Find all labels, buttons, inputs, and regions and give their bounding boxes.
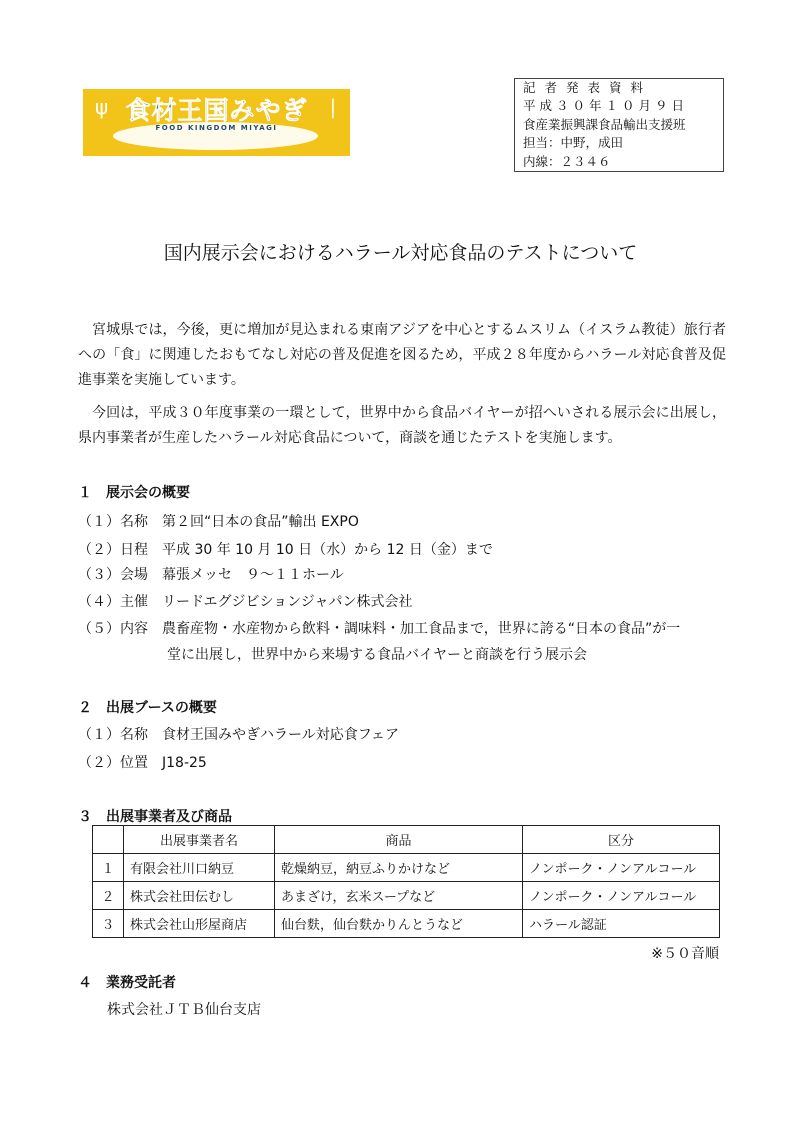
logo-subtitle: FOOD KINGDOM MIYAGI	[155, 124, 278, 132]
contractor-name: 株式会社ＪＴＢ仙台支店	[107, 1002, 261, 1018]
press-department: 食産業振興課食品輸出支援班	[523, 116, 686, 132]
company-name: 株式会社田伝むし	[124, 882, 275, 910]
row-number: ２	[93, 882, 124, 910]
section-1-heading: １ 展示会の概要	[78, 485, 190, 501]
section-4-heading: ４ 業務受託者	[78, 975, 176, 991]
category: ノンポーク・ノンアルコール	[523, 882, 720, 910]
company-name: 株式会社山形屋商店	[124, 910, 275, 938]
table-row	[93, 882, 720, 910]
section-1-item: （２）日程 平成 30 年 10 月 10 日（水）から 12 日（金）まで	[78, 542, 493, 558]
section-3-heading: ３ 出展事業者及び商品	[78, 809, 232, 825]
knife-icon: ∣	[328, 95, 338, 119]
section-2-heading: ２ 出展ブースの概要	[78, 700, 217, 716]
table-header-products: 商品	[275, 826, 523, 854]
section-1-item: （４）主催 リードエグジビションジャパン株式会社	[78, 594, 413, 610]
table-header-row	[93, 826, 720, 854]
table-header-company: 出展事業者名	[124, 826, 275, 854]
food-kingdom-miyagi-logo	[83, 89, 350, 156]
intro-paragraph-2: 今回は，平成３０年度事業の一環として，世界中から食品バイヤーが招へいされる展示会に出展し，県内事業者が生産したハラール対応食品について，商談を通じたテストを実施します。	[78, 405, 726, 446]
table-row	[93, 910, 720, 938]
company-name: 有限会社川口納豆	[124, 854, 275, 882]
table-note: ※５０音順	[651, 946, 719, 962]
row-number: ３	[93, 910, 124, 938]
press-label: 記者発表資料	[523, 80, 653, 95]
row-number: １	[93, 854, 124, 882]
products: あまざけ，玄米スープなど	[275, 882, 523, 910]
section-1-item: （３）会場 幕張メッセ ９～１１ホール	[78, 567, 344, 583]
products: 乾燥納豆，納豆ふりかけなど	[275, 854, 523, 882]
section-1-item-continuation: 堂に出展し，世界中から来場する食品バイヤーと商談を行う展示会	[167, 647, 587, 663]
exhibitors-table	[92, 825, 720, 938]
section-2-item: （１）名称 食材王国みやぎハラール対応食フェア	[78, 727, 400, 743]
products: 仙台麩，仙台麩かりんとうなど	[275, 910, 523, 938]
section-1-item: （１）名称 第２回“日本の食品”輸出 EXPO	[78, 514, 359, 530]
press-extension: 内線：２３４６	[523, 153, 611, 169]
category: ノンポーク・ノンアルコール	[523, 854, 720, 882]
table-header-number	[93, 826, 124, 854]
table-header-category: 区分	[523, 826, 720, 854]
logo-text: 食材王国みやぎ	[125, 96, 308, 125]
press-contact: 担当：中野，成田	[523, 135, 624, 151]
intro-paragraph-1: 宮城県では，今後，更に増加が見込まれる東南アジアを中心とするムスリム（イスラム教徒）旅行者への「食」に関連したおもてなし対応の普及促進を図るため，平成２８年度からハラール対応食普及促進事業を実施しています。	[78, 322, 726, 388]
section-1-item: （５）内容 農畜産物・水産物から飲料・調味料・加工食品まで，世界に誇る“日本の食品”が一	[78, 621, 681, 637]
table-row	[93, 854, 720, 882]
press-info-box	[514, 78, 724, 172]
section-2-item: （２）位置 J18-25	[78, 755, 207, 771]
page-title: 国内展示会におけるハラール対応食品のテストについて	[163, 242, 638, 264]
fork-icon: ψ	[95, 95, 109, 119]
press-date: 平成３０年１０月９日	[523, 98, 689, 114]
category: ハラール認証	[523, 910, 720, 938]
